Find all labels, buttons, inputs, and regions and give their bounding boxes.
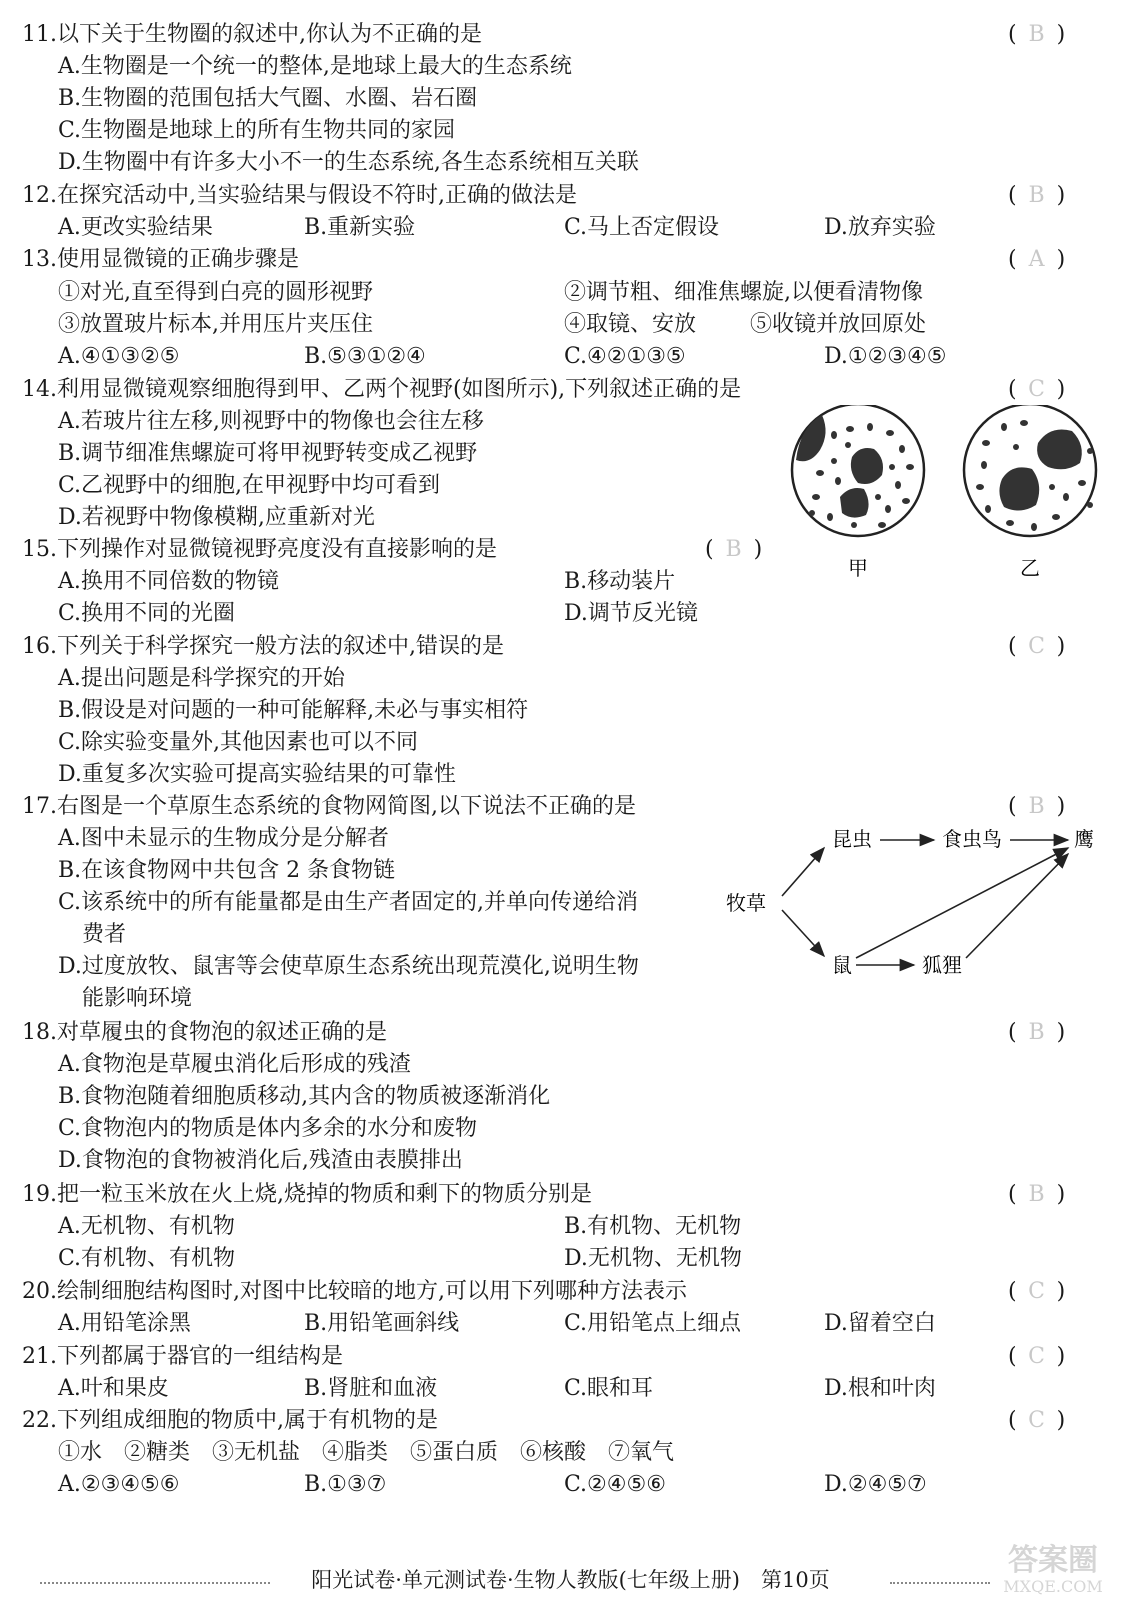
answer-12: B — [1028, 183, 1045, 208]
option-17-d-cont: 能影响环境 — [82, 986, 193, 1011]
arrow-fox-eagle — [966, 854, 1068, 958]
option-16-c: C.除实验变量外,其他因素也可以不同 — [58, 730, 419, 755]
answer-16: C — [1028, 634, 1046, 659]
option-18-b: B.食物泡随着细胞质移动,其内含的物质被逐渐消化 — [58, 1084, 551, 1109]
option-11-b: B.生物圈的范围包括大气圈、水圈、岩石圈 — [58, 86, 478, 111]
question-22-stem: 22.下列组成细胞的物质中,属于有机物的是 — [22, 1408, 438, 1433]
label-yi: 乙 — [1020, 556, 1040, 580]
option-21-d: D.根和叶肉 — [824, 1376, 936, 1401]
node-fox: 狐狸 — [922, 953, 962, 977]
option-13-b: B.⑤③①②④ — [304, 344, 426, 369]
option-16-a: A.提出问题是科学探究的开始 — [58, 666, 345, 691]
answer-19: B — [1028, 1182, 1045, 1207]
option-19-d: D.无机物、无机物 — [564, 1246, 742, 1271]
answer-bracket-22: ( C ) — [1008, 1406, 1065, 1436]
option-11-a: A.生物圈是一个统一的整体,是地球上最大的生态系统 — [58, 54, 572, 79]
answer-bracket-18: ( B ) — [1008, 1018, 1065, 1048]
question-13-stem: 13.使用显微镜的正确步骤是 — [22, 247, 299, 272]
option-15-d: D.调节反光镜 — [564, 601, 698, 626]
question-18-stem: 18.对草履虫的食物泡的叙述正确的是 — [22, 1020, 387, 1045]
node-bird: 食虫鸟 — [942, 827, 1002, 851]
answer-bracket-21: ( C ) — [1008, 1342, 1065, 1372]
answer-18: B — [1028, 1020, 1045, 1045]
option-17-c-cont: 费者 — [82, 922, 127, 947]
step-13-5: ⑤收镜并放回原处 — [750, 312, 927, 337]
question-12-stem: 12.在探究活动中,当实验结果与假设不符时,正确的做法是 — [22, 183, 577, 208]
option-21-b: B.肾脏和血液 — [304, 1376, 438, 1401]
answer-bracket-13: ( A ) — [1008, 245, 1065, 275]
option-17-d: D.过度放牧、鼠害等会使草原生态系统出现荒漠化,说明生物 — [58, 954, 639, 979]
option-15-b: B.移动装片 — [564, 569, 676, 594]
option-21-c: C.眼和耳 — [564, 1376, 654, 1401]
option-12-a: A.更改实验结果 — [58, 215, 213, 240]
option-20-c: C.用铅笔点上细点 — [564, 1311, 742, 1336]
option-12-c: C.马上否定假设 — [564, 215, 720, 240]
option-16-b: B.假设是对问题的一种可能解释,未必与事实相符 — [58, 698, 529, 723]
answer-13: A — [1028, 247, 1045, 272]
node-mouse: 鼠 — [832, 953, 852, 977]
watermark-logo — [973, 1536, 1133, 1596]
option-14-d: D.若视野中物像模糊,应重新对光 — [58, 505, 375, 530]
answer-bracket-17: ( B ) — [1008, 792, 1065, 822]
step-13-1: ①对光,直至得到白亮的圆形视野 — [58, 280, 373, 305]
watermark-url: MXQE.COM — [1003, 1577, 1103, 1596]
question-19-stem: 19.把一粒玉米放在火上烧,烧掉的物质和剩下的物质分别是 — [22, 1182, 592, 1207]
step-13-3: ③放置玻片标本,并用压片夹压住 — [58, 312, 373, 337]
arrow-grass-mouse — [782, 910, 824, 956]
option-18-c: C.食物泡内的物质是体内多余的水分和废物 — [58, 1116, 478, 1141]
arrow-grass-insect — [782, 848, 824, 896]
option-16-d: D.重复多次实验可提高实验结果的可靠性 — [58, 762, 456, 787]
answer-bracket-19: ( B ) — [1008, 1180, 1065, 1210]
question-15-stem: 15.下列操作对显微镜视野亮度没有直接影响的是 — [22, 537, 497, 562]
option-20-a: A.用铅笔涂黑 — [58, 1311, 191, 1336]
food-web-figure — [722, 818, 1102, 988]
option-13-d: D.①②③④⑤ — [824, 344, 947, 369]
view-jia — [792, 405, 924, 536]
option-19-c: C.有机物、有机物 — [58, 1246, 236, 1271]
answer-15: B — [725, 537, 742, 562]
option-15-a: A.换用不同倍数的物镜 — [58, 569, 279, 594]
label-jia: 甲 — [848, 556, 868, 580]
option-22-b: B.①③⑦ — [304, 1472, 387, 1497]
node-grass: 牧草 — [726, 891, 766, 915]
question-21-stem: 21.下列都属于器官的一组结构是 — [22, 1344, 343, 1369]
microscope-views-figure — [790, 405, 1140, 585]
option-14-a: A.若玻片往左移,则视野中的物像也会往左移 — [58, 409, 484, 434]
watermark-text: 答案圈 — [1008, 1543, 1098, 1578]
option-11-d: D.生物圈中有许多大小不一的生态系统,各生态系统相互关联 — [58, 150, 639, 175]
answer-20: C — [1028, 1279, 1046, 1304]
option-22-a: A.②③④⑤⑥ — [58, 1472, 180, 1497]
question-16-stem: 16.下列关于科学探究一般方法的叙述中,错误的是 — [22, 634, 504, 659]
option-17-b: B.在该食物网中共包含 2 条食物链 — [58, 858, 396, 883]
option-18-d: D.食物泡的食物被消化后,残渣由表膜排出 — [58, 1148, 463, 1173]
answer-bracket-16: ( C ) — [1008, 632, 1065, 662]
question-20-stem: 20.绘制细胞结构图时,对图中比较暗的地方,可以用下列哪种方法表示 — [22, 1279, 687, 1304]
option-13-a: A.④①③②⑤ — [58, 344, 180, 369]
option-13-c: C.④②①③⑤ — [564, 344, 686, 369]
option-14-c: C.乙视野中的细胞,在甲视野中均可看到 — [58, 473, 441, 498]
page-footer: 阳光试卷·单元测试卷·生物人教版(七年级上册) 第10页 — [311, 1568, 830, 1592]
option-20-b: B.用铅笔画斜线 — [304, 1311, 460, 1336]
answer-11: B — [1028, 22, 1045, 47]
option-20-d: D.留着空白 — [824, 1311, 936, 1336]
option-12-b: B.重新实验 — [304, 215, 416, 240]
option-17-a: A.图中未显示的生物成分是分解者 — [58, 826, 389, 851]
node-insect: 昆虫 — [832, 827, 872, 851]
answer-bracket-15: ( B ) — [705, 535, 762, 565]
answer-bracket-14: ( C ) — [1008, 375, 1065, 405]
arrow-mouse-eagle — [856, 848, 1068, 958]
option-18-a: A.食物泡是草履虫消化后形成的残渣 — [58, 1052, 411, 1077]
option-19-b: B.有机物、无机物 — [564, 1214, 742, 1239]
option-15-c: C.换用不同的光圈 — [58, 601, 236, 626]
answer-21: C — [1028, 1344, 1046, 1369]
question-17-stem: 17.右图是一个草原生态系统的食物网简图,以下说法不正确的是 — [22, 794, 636, 819]
option-11-c: C.生物圈是地球上的所有生物共同的家园 — [58, 118, 456, 143]
answer-17: B — [1028, 794, 1045, 819]
question-11-stem: 11.以下关于生物圈的叙述中,你认为不正确的是 — [22, 22, 482, 47]
option-22-d: D.②④⑤⑦ — [824, 1472, 927, 1497]
answer-22: C — [1028, 1408, 1046, 1433]
answer-14: C — [1028, 377, 1046, 402]
answer-bracket-12: ( B ) — [1008, 181, 1065, 211]
answer-bracket-11: ( B ) — [1008, 20, 1065, 50]
answer-bracket-20: ( C ) — [1008, 1277, 1065, 1307]
option-14-b: B.调节细准焦螺旋可将甲视野转变成乙视野 — [58, 441, 478, 466]
step-13-4: ④取镜、安放 — [564, 312, 697, 337]
option-19-a: A.无机物、有机物 — [58, 1214, 235, 1239]
step-13-2: ②调节粗、细准焦螺旋,以便看清物像 — [564, 280, 923, 305]
items-22: ①水 ②糖类 ③无机盐 ④脂类 ⑤蛋白质 ⑥核酸 ⑦氧气 — [58, 1440, 675, 1465]
question-14-stem: 14.利用显微镜观察细胞得到甲、乙两个视野(如图所示),下列叙述正确的是 — [22, 377, 742, 402]
node-eagle: 鹰 — [1074, 827, 1094, 851]
option-12-d: D.放弃实验 — [824, 215, 936, 240]
option-21-a: A.叶和果皮 — [58, 1376, 169, 1401]
view-yi — [964, 405, 1096, 536]
option-22-c: C.②④⑤⑥ — [564, 1472, 666, 1497]
option-17-c: C.该系统中的所有能量都是由生产者固定的,并单向传递给消 — [58, 890, 639, 915]
